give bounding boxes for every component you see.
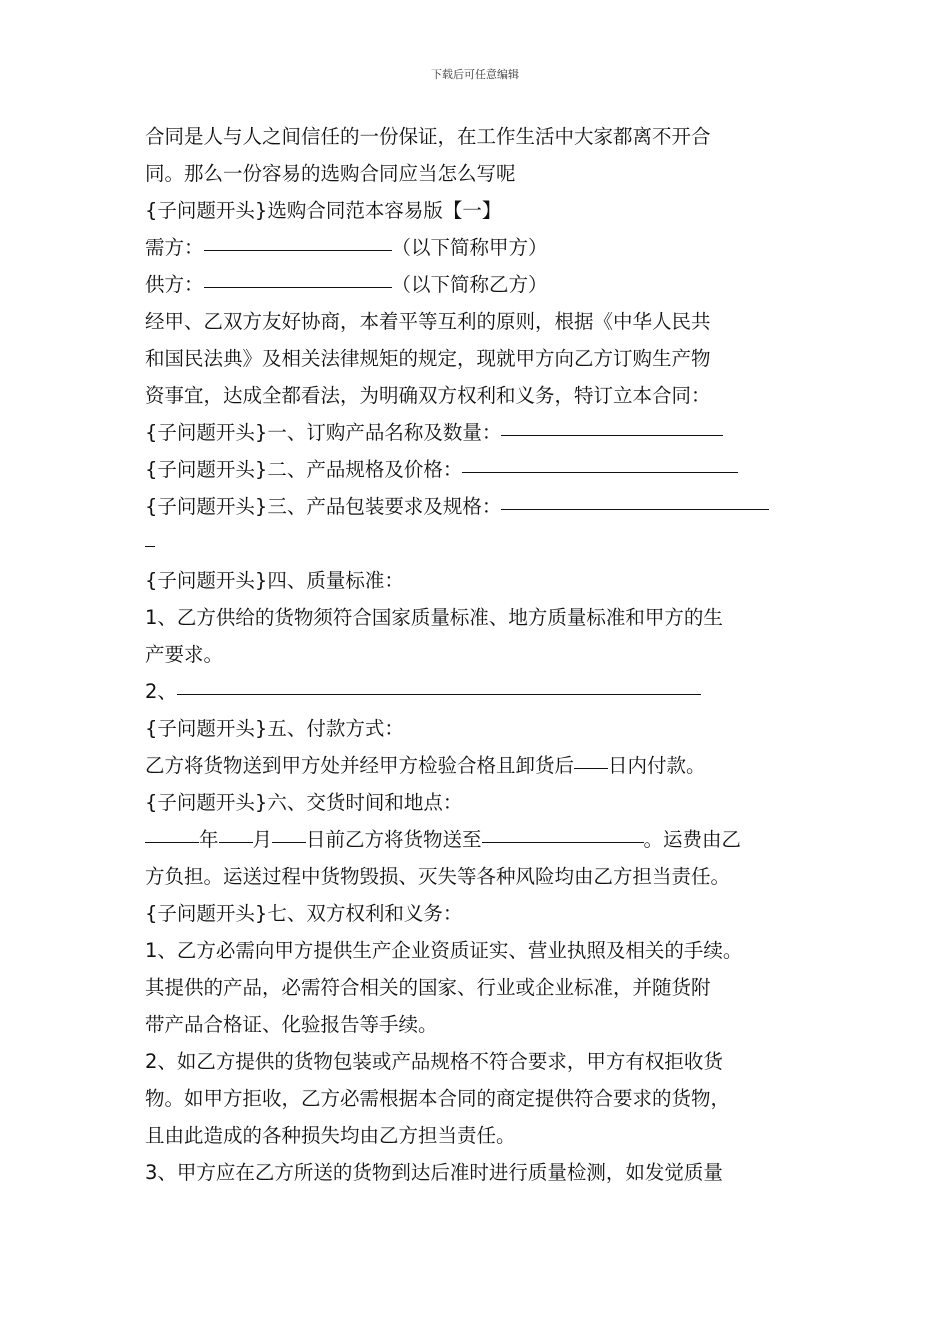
fill-in-blank[interactable] xyxy=(145,545,155,547)
fill-in-blank[interactable] xyxy=(272,841,306,843)
fill-in-blank[interactable] xyxy=(462,471,738,473)
line-text: 资事宜，达成全都看法，为明确双方权利和义务，特订立本合同： xyxy=(145,384,711,407)
line-text: 合同是人与人之间信任的一份保证，在工作生活中大家都离不开合 xyxy=(145,125,711,148)
heading-sample-one xyxy=(145,192,810,229)
clause-7-item-3a xyxy=(145,1154,810,1191)
intro-line-2 xyxy=(145,155,810,192)
line-text: 经甲、乙双方友好协商，本着平等互利的原则，根据《中华人民共 xyxy=(145,310,711,333)
demand-party xyxy=(145,229,810,266)
fill-in-blank[interactable] xyxy=(574,767,608,769)
clause-7 xyxy=(145,895,810,932)
line-text: 物。如甲方拒收，乙方必需根据本合同的商定提供符合要求的货物， xyxy=(145,1087,731,1110)
line-text: {子问题开头}六、交货时间和地点： xyxy=(145,791,463,814)
intro-line-1 xyxy=(145,118,810,155)
line-text: 乙方将货物送到甲方处并经甲方检验合格且卸货后 xyxy=(145,754,575,777)
clause-5 xyxy=(145,710,810,747)
line-text: （以下简称乙方） xyxy=(391,273,548,296)
line-text: 方负担。运送过程中货物毁损、灭失等各种风险均由乙方担当责任。 xyxy=(145,865,731,888)
line-text: 同。那么一份容易的选购合同应当怎么写呢 xyxy=(145,162,516,185)
line-text: 。运费由乙 xyxy=(643,828,742,851)
clause-4-item-1b xyxy=(145,636,810,673)
preamble-line-2 xyxy=(145,340,810,377)
clause-7-item-1b xyxy=(145,969,810,1006)
line-text: {子问题开头}二、产品规格及价格： xyxy=(145,458,463,481)
line-text: {子问题开头}四、质量标准： xyxy=(145,569,404,592)
clause-2 xyxy=(145,451,810,488)
line-text: 日前乙方将货物送至 xyxy=(306,828,482,851)
clause-5-text xyxy=(145,747,810,784)
clause-7-item-2c xyxy=(145,1117,810,1154)
line-text: {子问题开头}三、产品包装要求及规格： xyxy=(145,495,502,518)
fill-in-blank[interactable] xyxy=(204,249,392,251)
line-text: 和国民法典》及相关法律规矩的规定，现就甲方向乙方订购生产物 xyxy=(145,347,711,370)
document-body xyxy=(145,118,810,1191)
preamble-line-1 xyxy=(145,303,810,340)
page-header: 下载后可任意编辑 xyxy=(431,68,519,81)
line-text: {子问题开头}七、双方权利和义务： xyxy=(145,902,463,925)
clause-6-text-2 xyxy=(145,858,810,895)
fill-in-blank[interactable] xyxy=(501,508,769,510)
line-text: 供方： xyxy=(145,273,204,296)
line-text: 日内付款。 xyxy=(608,754,706,777)
line-text: 1、乙方供给的货物须符合国家质量标准、地方质量标准和甲方的生 xyxy=(145,606,723,629)
clause-7-item-2b xyxy=(145,1080,810,1117)
clause-6-text-1 xyxy=(145,821,810,858)
line-text: （以下简称甲方） xyxy=(391,236,548,259)
clause-7-item-2a xyxy=(145,1043,810,1080)
line-text: {子问题开头}选购合同范本容易版【一】 xyxy=(145,199,502,222)
clause-3-overflow xyxy=(145,525,810,562)
line-text: 需方： xyxy=(145,236,204,259)
clause-7-item-1a xyxy=(145,932,810,969)
line-text: {子问题开头}五、付款方式： xyxy=(145,717,404,740)
fill-in-blank[interactable] xyxy=(501,434,723,436)
line-text: {子问题开头}一、订购产品名称及数量： xyxy=(145,421,502,444)
clause-6 xyxy=(145,784,810,821)
line-text: 月 xyxy=(252,828,273,851)
fill-in-blank[interactable] xyxy=(204,286,392,288)
fill-in-blank[interactable] xyxy=(145,841,199,843)
line-text: 2、如乙方提供的货物包装或产品规格不符合要求，甲方有权拒收货 xyxy=(145,1050,723,1073)
line-text: 带产品合格证、化验报告等手续。 xyxy=(145,1013,438,1036)
preamble-line-3 xyxy=(145,377,810,414)
line-text: 其提供的产品，必需符合相关的国家、行业或企业标准，并随货附 xyxy=(145,976,711,999)
fill-in-blank[interactable] xyxy=(177,693,701,695)
line-text: 年 xyxy=(199,828,219,851)
clause-7-item-1c xyxy=(145,1006,810,1043)
line-text: 2、 xyxy=(145,680,177,703)
fill-in-blank[interactable] xyxy=(219,841,253,843)
line-text: 1、乙方必需向甲方提供生产企业资质证实、营业执照及相关的手续。 xyxy=(145,939,743,962)
clause-3 xyxy=(145,488,810,525)
clause-4 xyxy=(145,562,810,599)
clause-1 xyxy=(145,414,810,451)
line-text: 产要求。 xyxy=(145,643,224,666)
line-text: 且由此造成的各种损失均由乙方担当责任。 xyxy=(145,1124,516,1147)
clause-4-item-1a xyxy=(145,599,810,636)
line-text: 3、甲方应在乙方所送的货物到达后准时进行质量检测，如发觉质量 xyxy=(145,1161,723,1184)
clause-4-item-2 xyxy=(145,673,810,710)
supply-party xyxy=(145,266,810,303)
fill-in-blank[interactable] xyxy=(482,841,644,843)
